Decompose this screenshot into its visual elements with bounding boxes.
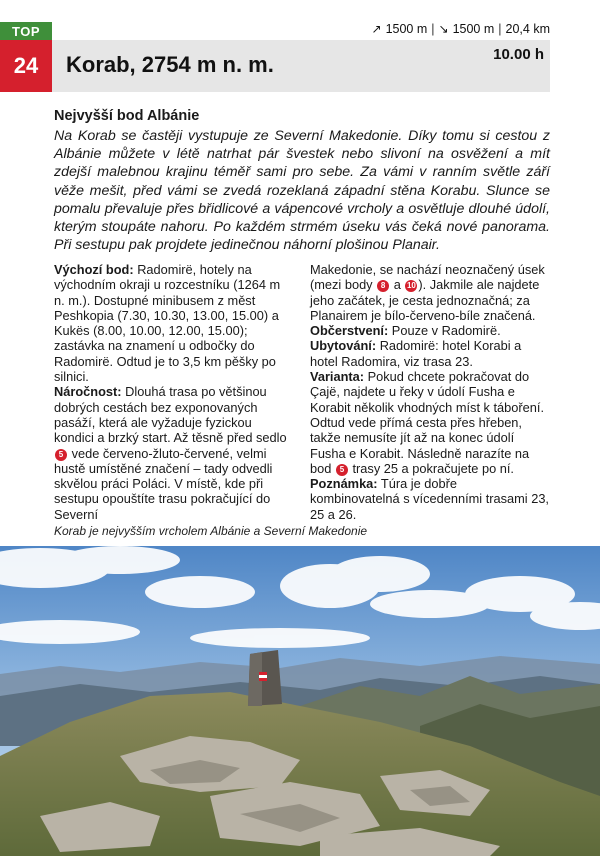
intro-subtitle: Nejvyšší bod Albánie [54,108,200,124]
route-number-badge: 24 [0,40,52,92]
stats-separator: | [498,22,502,36]
difficulty-text-continued: vede červeno-žluto-červené, velmi hustě umístěné značení – tady odvedli skvělou práci Poláci. V místě, kde při sestupu opouštíte trasu pokračující do Severní [54,445,273,522]
difficulty-text: Dlouhá trasa po většinou dobrých cestách bez exponovaných pasáží, která ale vyžaduje fyzickou kondici a brzký start. Až těsně před sedlo [54,384,287,446]
duration-value: 10.00 h [493,46,544,63]
summit-photo [0,546,600,856]
intro-text: Na Korab se častěji vystupuje ze Severní Makedonie. Díky tomu si cestou z Albánie můžete v létě natrhat pár švestek nebo slivoní na osvěžení a mít zdejší malebnou krajinu téměř sami pro sebe. Za vámi v ranním světle září věže mešit, před vámi se zvedá rozeklaná západní stěna Korabu. Slunce se pomalu převaluje přes břidlicové a vápencové vrcholy a osvětluje dlouhé údolí, kterým stoupáte nahoru. Po každém strmém úseku vás čeká nové panorama. Při sestupu pak projdete jedinečnou náhorní plošinou Planair. [54,128,550,254]
refreshment-label: Občerstvení: [310,323,389,339]
start-point-label: Výchozí bod: [54,262,134,277]
distance-value: 20,4 km [505,22,550,36]
note-text: Túra je dobře kombinovatelná s vícedenními trasami 23, 25 a 26. [310,476,549,522]
lodging-text: Radomirë: hotel Korabi a hotel Radomira, viz trasa 23. [310,338,522,369]
continuation-text-2: ). Jakmile ale najdete jeho začátek, je cesta jednoznačná; za Planairem je bílo-červeno-bíle značená. [310,277,540,323]
difficulty-paragraph [54,384,294,522]
variant-label: Varianta: [310,369,365,385]
info-column-left [54,262,294,522]
refreshment-text: Pouze v Radomirë. [391,323,501,339]
variant-text-continued: trasy 25 a pokračujete po ní. [352,460,514,476]
continuation-text: Makedonie, se nachází neoznačený úsek (mezi body [310,262,545,293]
ascent-value: 1500 m [385,22,428,36]
descent-value: 1500 m [452,22,495,36]
stats-separator: | [431,22,435,36]
conjunction-text: a [393,277,401,293]
continuation-paragraph [310,262,550,323]
start-point-text: Radomirë, hotely na východním okraji u rozcestníku (1264 m n. m.). Dostupné minibusem z měst Peshkopia (7.30, 10.30, 13.00, 15.00) a Kukës (8.00, 10.00, 12.00, 15.00); zastávka na znamení u odbočky do Radomirë. Odtud je to 3,5 km pěšky po silnici. [54,262,281,385]
difficulty-label: Náročnost: [54,384,122,400]
note-paragraph [310,476,550,522]
top-badge: TOP [0,22,52,40]
waypoint-marker-icon: 5 [336,464,348,476]
mountain-landscape-illustration [0,546,600,856]
page-title: Korab, 2754 m n. m. [66,52,274,77]
title-bar [52,40,550,92]
waypoint-marker-icon: 8 [377,280,389,292]
route-stats [372,22,551,36]
ascent-arrow-icon: ↗ [371,22,382,36]
lodging-paragraph [310,338,550,369]
variant-paragraph [310,369,550,476]
refreshment-paragraph [310,323,550,338]
photo-caption: Korab je nejvyšším vrcholem Albánie a Severní Makedonie [54,524,368,538]
waypoint-marker-icon: 10 [406,281,416,291]
note-label: Poznámka: [310,476,378,492]
info-columns [54,262,550,522]
lodging-label: Ubytování: [310,338,377,354]
intro-section [54,108,550,254]
descent-arrow-icon: ↘ [438,22,449,36]
variant-text: Pokud chcete pokračovat do Çajë, najdete u řeky v údolí Fusha e Korabit několik vhodných míst k táboření. Odtud vede přímá cesta přes hřeben, takže nemusíte jít až na konec údolí Fusha e Korabit. Následně narazíte na bod [310,369,545,476]
info-column-right [310,262,550,522]
start-point-paragraph [54,262,294,384]
waypoint-marker-icon: 5 [55,449,67,461]
